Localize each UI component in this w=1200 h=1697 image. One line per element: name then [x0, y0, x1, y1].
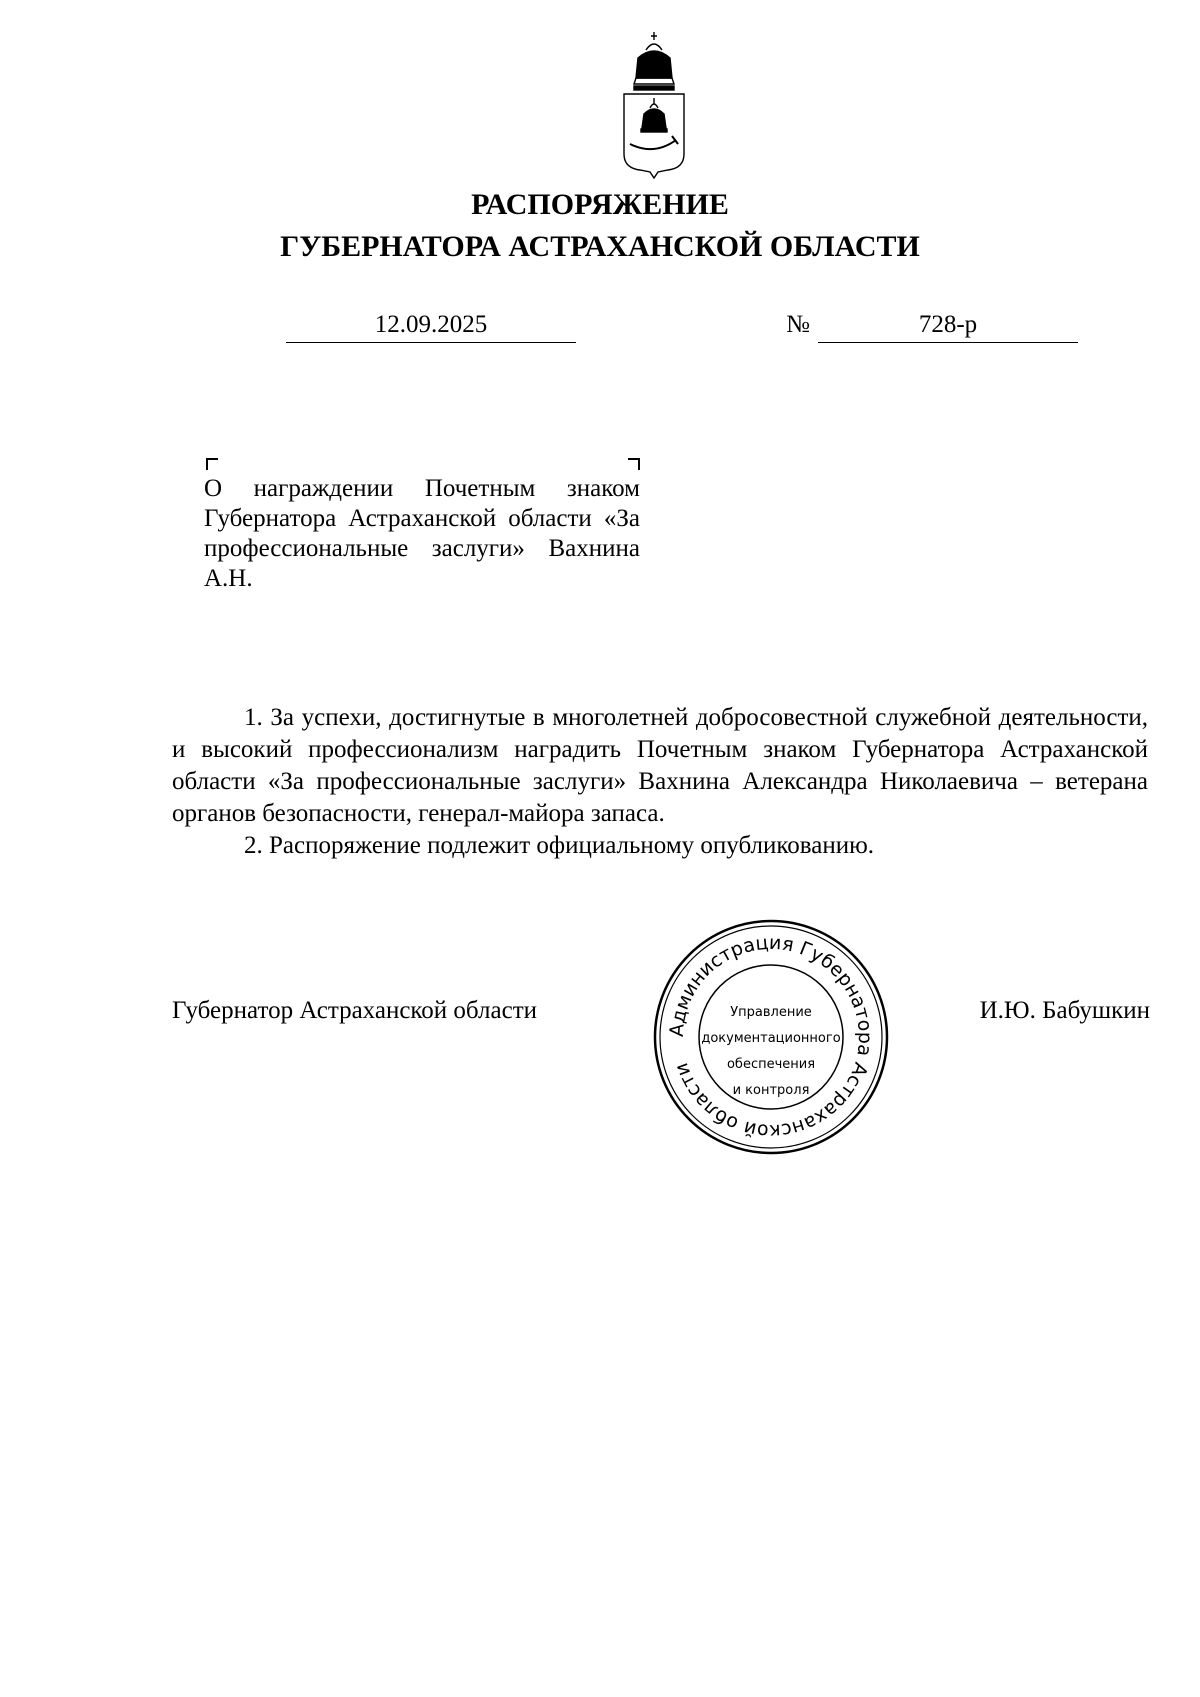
- signatory-position: Губернатор Астраханской области: [172, 997, 538, 1024]
- signatory-name: И.Ю. Бабушкин: [979, 997, 1150, 1024]
- date-underline: [286, 342, 576, 343]
- order-paragraph: 1. За успехи, достигнутые в многолетней добросовестной служебной деятельности, и высокий профессионализм наградить Почетным знаком Губернатора Астраханской области «За профессиональные заслуги» Вахнина Александра Николаевича – ветерана органов безопасности, генерал-майора запаса.: [172, 704, 1148, 827]
- coat-of-arms-icon: [616, 28, 692, 180]
- number-sign: №: [786, 311, 810, 338]
- order-body: [172, 702, 1148, 862]
- document-issuer: ГУБЕРНАТОРА АСТРАХАНСКОЙ ОБЛАСТИ: [280, 230, 920, 263]
- order-paragraph: 2. Распоряжение подлежит официальному опубликованию.: [244, 832, 875, 859]
- seal-inner-line: и контроля: [732, 1083, 810, 1098]
- document-date: 12.09.2025: [374, 311, 488, 338]
- document-number: 728-р: [918, 311, 978, 338]
- official-seal: [652, 918, 890, 1156]
- number-underline: [818, 342, 1078, 343]
- document-title: РАСПОРЯЖЕНИЕ: [471, 188, 729, 221]
- subject-corner-left: [206, 458, 218, 470]
- subject-corner-right: [628, 458, 640, 470]
- subject-text: О награждении Почетным знаком Губернатора Астраханской области «За профессиональные заслуги» Вахнина А.Н.: [204, 475, 640, 592]
- subject-block: [204, 474, 640, 594]
- seal-inner-line: Управление: [730, 1005, 812, 1020]
- seal-outer-text: Администрация Губернатора Астраханской области: [665, 931, 877, 1143]
- seal-inner-line: обеспечения: [726, 1057, 816, 1072]
- seal-inner-line: документационного: [701, 1031, 841, 1046]
